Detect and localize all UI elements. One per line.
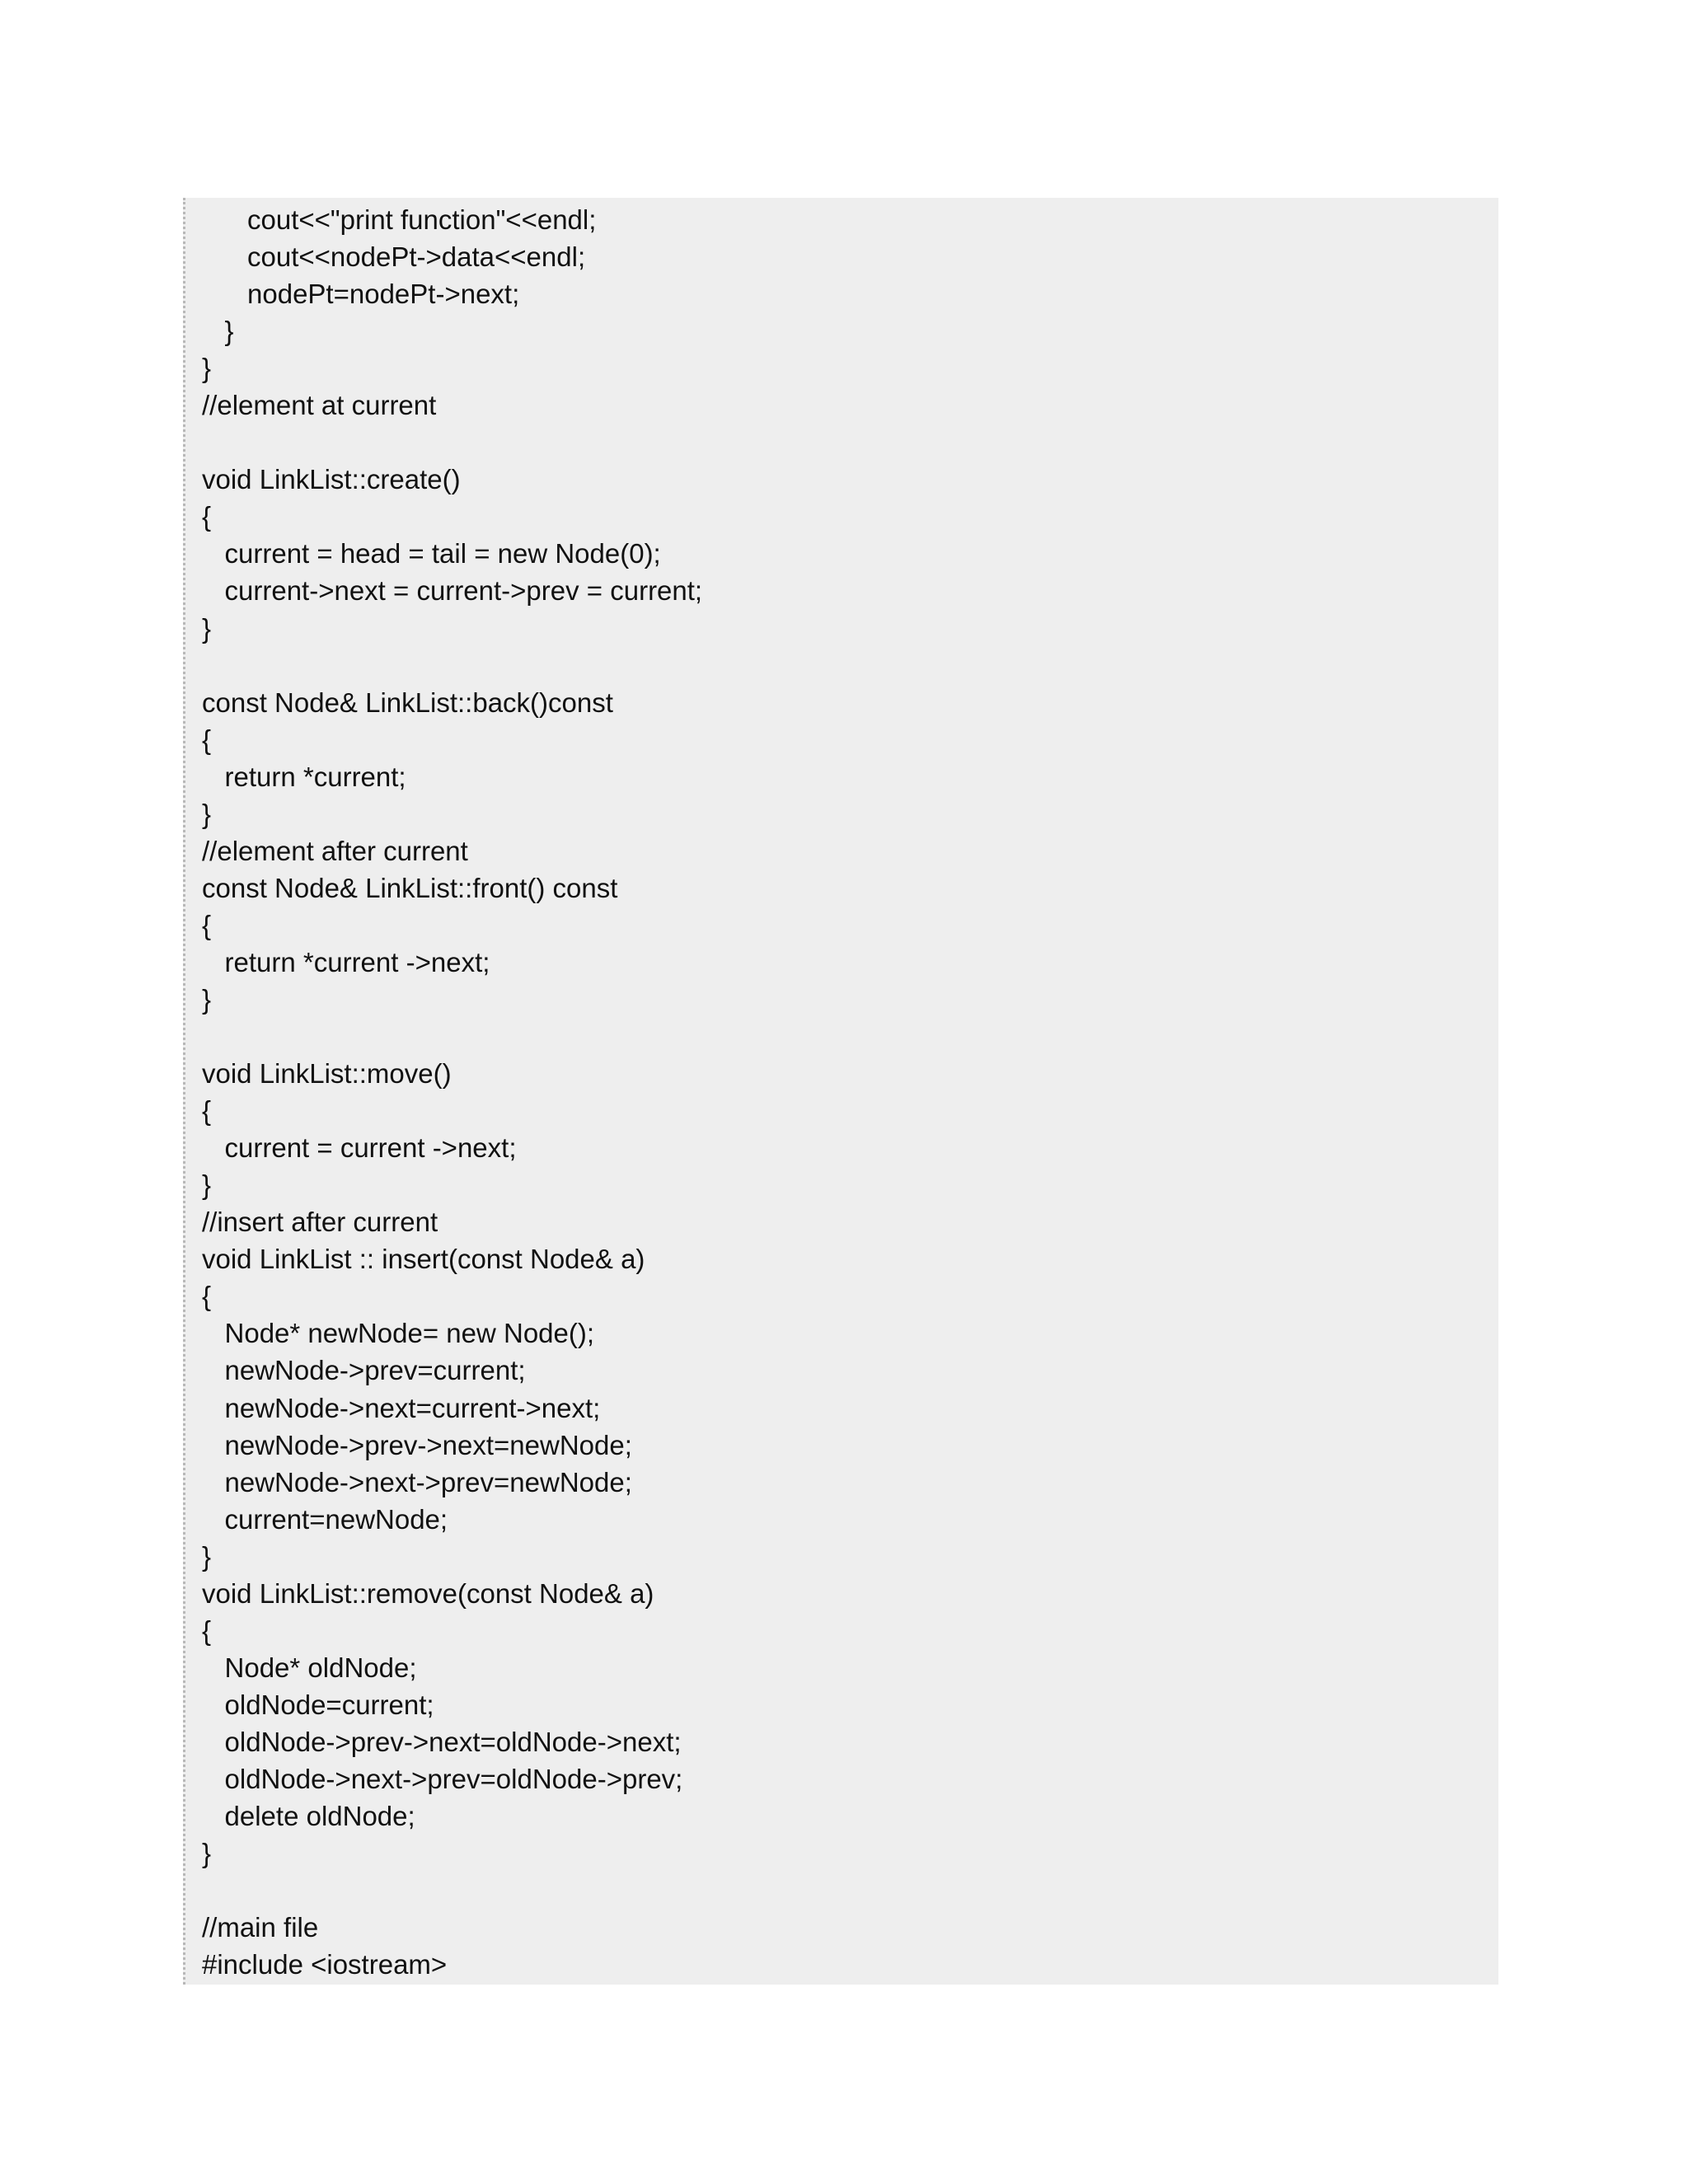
code-line: Node* newNode= new Node(); [202,1318,595,1349]
code-line: nodePt=nodePt->next; [202,279,520,310]
code-line: #include <iostream> [202,1949,448,1980]
code-line: //element after current [202,835,468,866]
code-line: { [202,1281,212,1312]
code-line: current = current ->next; [202,1132,517,1164]
code-line: oldNode->prev->next=oldNode->next; [202,1726,682,1757]
code-line: { [202,724,212,755]
code-lines [202,201,702,1983]
code-line: return *current ->next; [202,946,490,977]
code-line [202,1018,702,1055]
code-line: void LinkList::remove(const Node& a) [202,1577,654,1609]
code-line: { [202,909,212,940]
code-line: newNode->next=current->next; [202,1392,601,1423]
code-line [202,424,702,461]
code-line: } [202,316,234,347]
code-line: current = head = tail = new Node(0); [202,538,661,569]
code-line: //insert after current [202,1207,438,1238]
code-line: //element at current [202,390,437,421]
code-line: current->next = current->prev = current; [202,575,703,607]
code-line: current=newNode; [202,1503,448,1535]
code-line: { [202,1615,212,1646]
code-line: } [202,612,212,644]
code-line: cout<<nodePt->data<<endl; [202,241,586,273]
code-line [202,647,702,684]
code-line: Node* oldNode; [202,1652,417,1683]
code-line: } [202,353,212,384]
code-line: } [202,1169,212,1201]
code-line: cout<<"print function"<<endl; [202,204,597,235]
code-line: oldNode->next->prev=oldNode->prev; [202,1763,683,1794]
code-line: oldNode=current; [202,1689,434,1720]
code-line: //main file [202,1912,319,1943]
code-line: const Node& LinkList::front() const [202,872,618,903]
code-line: newNode->next->prev=newNode; [202,1466,632,1497]
code-line: void LinkList::move() [202,1058,452,1090]
code-line: const Node& LinkList::back()const [202,687,613,718]
code-line: void LinkList :: insert(const Node& a) [202,1244,645,1275]
code-line: newNode->prev=current; [202,1355,526,1386]
code-line: return *current; [202,761,406,792]
code-line: } [202,1838,212,1869]
code-line: } [202,983,212,1015]
code-line: { [202,501,212,532]
code-line: newNode->prev->next=newNode; [202,1429,632,1460]
code-line [202,1872,702,1909]
code-line: } [202,1540,212,1572]
code-line: { [202,1095,212,1127]
code-line: delete oldNode; [202,1801,415,1832]
code-line: void LinkList::create() [202,464,461,495]
code-block [183,198,1498,1985]
code-line: } [202,798,212,829]
